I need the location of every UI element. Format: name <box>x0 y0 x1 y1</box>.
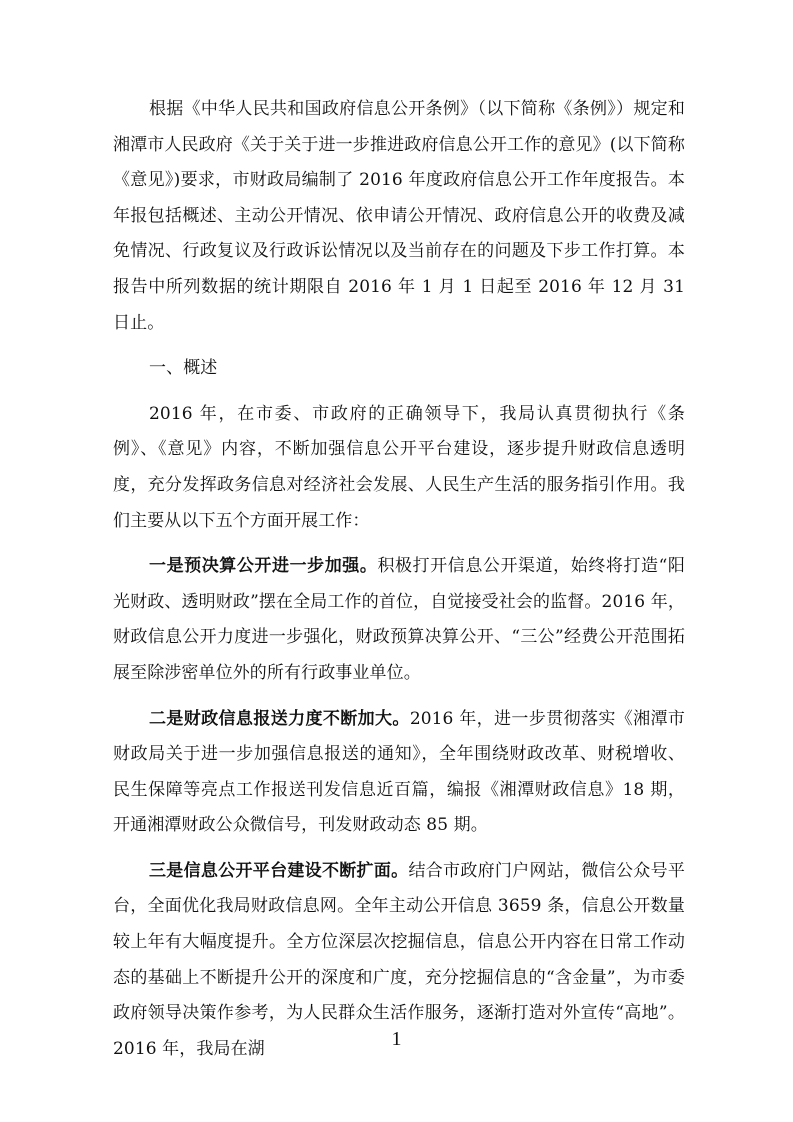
section-heading-text: 一、概述 <box>149 358 218 379</box>
point-1-text: 积极打开信息公开渠道，始终将打造“阳光财政、透明财政”摆在全局工作的首位，自觉接受社会的监督。2016 年，财政信息公开力度进一步强化，财政预算决算公开、“三公”经费公开范围拓展至除涉密单位外的所有行政事业单位。 <box>113 556 685 683</box>
overview-text: 2016 年，在市委、市政府的正确领导下，我局认真贯彻执行《条例》、《意见》内容，不断加强信息公开平台建设，逐步提升财政信息透明度，充分发挥政务信息对经济社会发展、人民生产生活的服务指引作用。我们主要从以下五个方面开展工作： <box>113 403 685 531</box>
point-3-text: 结合市政府门户网站，微信公众号平台，全面优化我局财政信息网。全年主动公开信息 3659 条，信息公开数量较上年有大幅度提升。全方位深层次挖掘信息，信息公开内容在日常工作动态的基础上不断提升公开的深度和广度，充分挖掘信息的“含金量”，为市委政府领导决策作参考，为人民群众生活作服务，逐渐打造对外宣传“高地”。2016 年，我局在湖 <box>113 860 685 1059</box>
section-heading-overview <box>113 351 685 387</box>
point-2-text: 2016 年，进一步贯彻落实《湘潭市财政局关于进一步加强信息报送的通知》，全年围绕财政改革、财税增收、民生保障等亮点工作报送刊发信息近百篇，编报《湘潭财政信息》18 期，开通湘潭财政公众微信号，刊发财政动态 85 期。 <box>113 708 686 836</box>
page-number: 1 <box>391 1028 402 1050</box>
intro-paragraph <box>113 92 685 341</box>
document-body <box>113 92 685 1067</box>
point-1-paragraph <box>113 549 685 691</box>
point-2-paragraph <box>113 702 685 844</box>
point-2-lead: 二是财政信息报送力度不断加大。 <box>149 708 410 729</box>
point-1-lead: 一是预决算公开进一步加强。 <box>149 556 378 577</box>
intro-text: 根据《中华人民共和国政府信息公开条例》（以下简称《条例》）规定和湘潭市人民政府《关于关于进一步推进政府信息公开工作的意见》(以下简称《意见》)要求，市财政局编制了 2016 年度政府信息公开工作年度报告。本年报包括概述、主动公开情况、依申请公开情况、政府信息公开的收费及减免情况、行政复议及行政诉讼情况以及当前存在的问题及下步工作打算。本报告中所列数据的统计期限自 2016 年 1 月 1 日起至 2016 年 12 月 31 日止。 <box>113 99 685 333</box>
point-3-lead: 三是信息公开平台建设不断扩面。 <box>149 860 409 881</box>
overview-paragraph <box>113 397 685 539</box>
